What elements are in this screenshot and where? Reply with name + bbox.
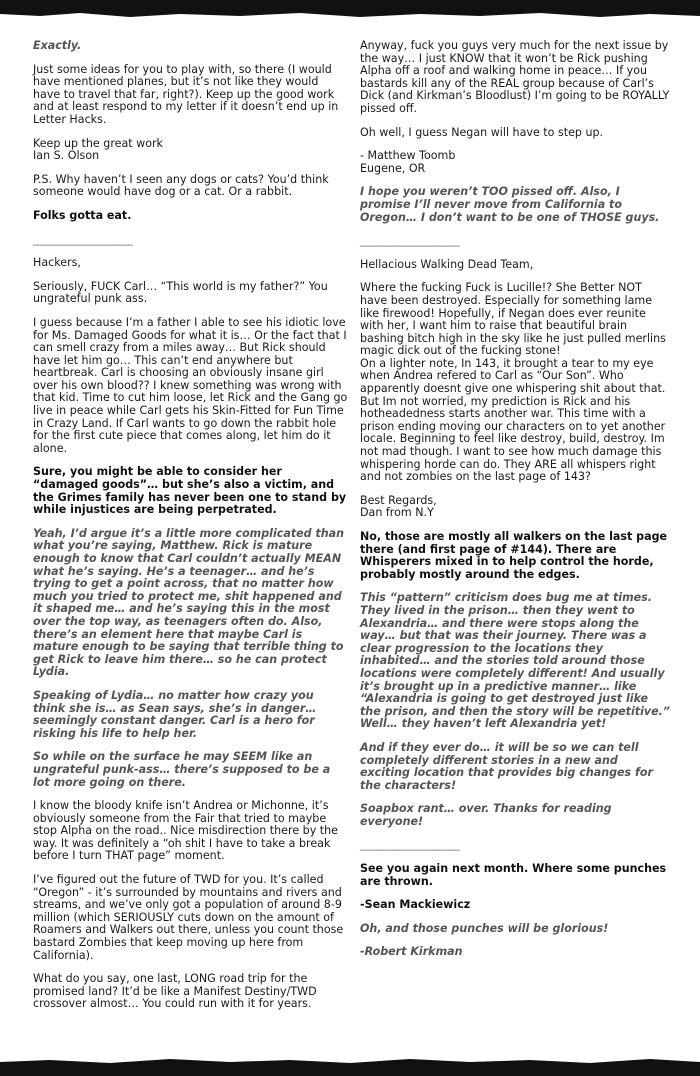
section-divider: __________________ [360, 234, 460, 248]
section-divider: __________________ [360, 838, 460, 852]
letter-paragraph: Where the fucking Fuck is Lucille!? She Better NOT have been destroyed. Especially for something lame like firewood! Hopefully, if Negan does ever reunite with her, I want him to raise that beautiful brain bashing bitch high in the sky like he just pulled merlins magic dick out of the fucking stone! On a lighter note, In 143, it brought a tear to my eye when Andrea refered to Carl as “Our Son”. Who apparently doesnt give one whispering shit about that. But Im not worried, my prediction is Rick and his hotheadedness starts another war. This time with a prison ending moving our characters on to yet another locale. Beginning to feel like destroy, build, destroy. Im not mad though. I want to see how much damage this whispering horde can do. They ARE all whispers right and not zombies on the last page of 143? [360, 281, 666, 484]
letter-paragraph: So while on the surface he may SEEM like an ungrateful punk-ass… there’s supposed to be a lot more going on there. [33, 750, 331, 789]
letter-column-left [33, 40, 349, 1022]
letter-paragraph: Oh well, I guess Negan will have to step up. [360, 125, 604, 139]
letter-paragraph: Best Regards, Dan from N.Y [360, 493, 437, 520]
letter-paragraph: I guess because I’m a father I able to see his idiotic love for Ms. Damaged Goods for what it is… Or the fact that I can smell crazy from a miles away… But Rick should have let him go… This can’t end anywhere but heartbreak. Carl is choosing an obviously insane girl over his own blood?? I knew something was wrong with that kid. Time to cut him loose, let Rick and the Gang go live in peace while Carl gets his Skin-Fitted for Fun Time in Crazy Land. If Carl wants to go down the rabbit hole for the first cute piece that comes along, let him do it alone. [33, 315, 348, 455]
section-divider: __________________ [33, 232, 133, 246]
letter-paragraph: - Matthew Toomb Eugene, OR [360, 149, 456, 175]
letter-paragraph: This “pattern” criticism does bug me at times. They lived in the prison… then they went to Alexandria… and there were stops along the way… but that was their journey. There was a clear progression to the locations they inhabited… and the stories told around those locations were completely different! And usually it’s brought up in a predictive manner… like “Alexandria is going to get destroyed just like the prison, and then the story will be repetitive.” Well… they haven’t left Alexandria yet! [360, 591, 670, 731]
letter-paragraph: Oh, and those punches will be glorious! [360, 921, 609, 935]
letter-paragraph: Seriously, FUCK Carl… “This world is my father?” You ungrateful punk ass. [33, 279, 328, 306]
top-torn-border [0, 0, 700, 22]
letter-paragraph: I hope you weren’t TOO pissed off. Also, I promise I’ll never move from California to Oregon… I don’t want to be one of THOSE guys. [360, 185, 660, 224]
letter-paragraph: I’ve figured out the future of TWD for you. It’s called “Oregon” - it’s surrounded by mountains and rivers and streams, and we’ve only got a population of around 8-9 million (which SERIOUSLY cuts down on the amount of Roamers and Walkers out there, unless you count those bastard Zombies that keep moving up here from California). [33, 873, 344, 962]
letter-paragraph: -Sean Mackiewicz [360, 898, 471, 912]
letter-paragraph: Speaking of Lydia… no matter how crazy you think she is… as Sean says, she’s in danger… seemingly constant danger. Carl is a hero for risking his life to help her. [33, 688, 317, 740]
bottom-torn-border [0, 1052, 700, 1076]
letter-paragraph: I know the bloody knife isn’t Andrea or Michonne, it’s obviously someone from the Fair that tried to maybe stop Alpha on the road.. Nice misdirection there by the way. It was definitely a “oh shit I have to take a break before I turn THAT page” moment. [33, 799, 339, 863]
letter-paragraph: Hellacious Walking Dead Team, [360, 257, 534, 271]
letter-paragraph: P.S. Why haven’t I seen any dogs or cats? You’d think someone would have dog or a cat. Or a rabbit. [33, 172, 329, 199]
letter-paragraph: Hackers, [33, 256, 81, 270]
letter-paragraph: Exactly. [33, 39, 82, 52]
letter-paragraph: See you again next month. Where some punches are thrown. [360, 862, 667, 888]
letter-column-right [360, 40, 670, 970]
letter-paragraph: Folks gotta eat. [33, 208, 132, 222]
letter-paragraph: Soapbox rant… over. Thanks for reading everyone! [360, 802, 612, 828]
letter-paragraph: Keep up the great work Ian S. Olson [33, 136, 163, 163]
letter-paragraph: Just some ideas for you to play with, so there (I would have mentioned planes, but it’s not like they would have to travel that far, right?). Keep up the good work and at least respond to my letter if it doesn’t end up in Letter Hacks. [33, 62, 339, 126]
letter-paragraph: -Robert Kirkman [360, 945, 463, 959]
letter-paragraph: Sure, you might be able to consider her “damaged goods”… but she’s also a victim, and the Grimes family has never been one to stand by while injustices are being perpetrated. [33, 465, 347, 517]
letter-paragraph: Anyway, fuck you guys very much for the next issue by the way… I just KNOW that it won’t be Rick pushing Alpha off a roof and walking home in peace… If you bastards kill any of the REAL group because of Carl’s Dick (and Kirkman’s Bloodlust) I’m going to be ROYALLY pissed off. [360, 39, 670, 115]
letter-paragraph: What do you say, one last, LONG road trip for the promised land? It’d be like a Manifest Destiny/TWD crossover almost… You could run with it for years. [33, 972, 317, 1011]
letter-paragraph: No, those are mostly all walkers on the last page there (and first page of #144). There are Whisperers mixed in to help control the horde, probably mostly around the edges. [360, 530, 668, 581]
letter-paragraph: Yeah, I’d argue it’s a little more complicated than what you’re saying, Matthew. Rick is mature enough to know that Carl couldn’t actually MEAN what he’s saying. He’s a teenager… and he’s trying to get a point across, that no matter how much you tried to protect me, shit happened and it shaped me… and he’s saying this in the most over the top way, as teenagers often do. Also, there’s an element here that maybe Carl is mature enough to be saying that terrible thing to get Rick to leave him there… so he can protect Lydia. [33, 526, 345, 679]
letter-paragraph: And if they ever do… it will be so we can tell completely different stories in a new and exciting location that provides big changes for the characters! [360, 740, 653, 792]
